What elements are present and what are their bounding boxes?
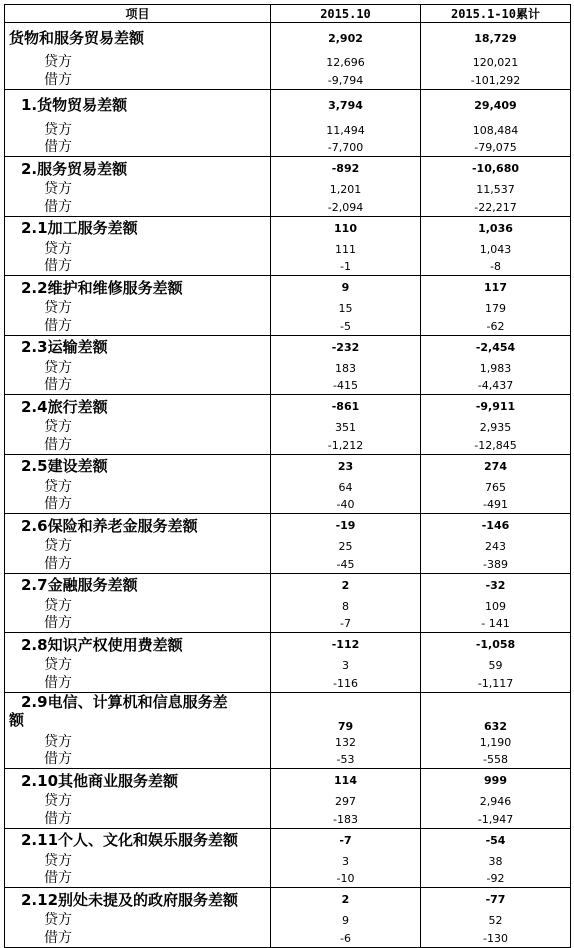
credit-label-text: 贷方 <box>44 733 72 750</box>
credit-label-text: 贷方 <box>44 657 72 673</box>
credit-label <box>5 733 271 751</box>
ytd-credit-value: 11,537 <box>421 181 571 199</box>
group-label <box>5 89 271 121</box>
credit-label <box>5 852 271 870</box>
debit-label-text: 借方 <box>44 615 72 631</box>
month-debit-value: -6 <box>271 930 421 948</box>
group-label <box>5 276 271 300</box>
debit-label <box>5 615 271 633</box>
ytd-credit-value: 120,021 <box>421 54 571 72</box>
credit-row <box>5 538 571 556</box>
credit-label <box>5 359 271 377</box>
ytd-credit-value: 109 <box>421 597 571 615</box>
debit-label <box>5 72 271 90</box>
ytd-credit-value: 38 <box>421 852 571 870</box>
debit-label-text: 借方 <box>44 139 72 155</box>
ytd-debit-value: -92 <box>421 870 571 888</box>
ytd-credit-value: 243 <box>421 538 571 556</box>
group-label-text: 2.服务贸易差额 <box>21 159 128 178</box>
debit-label <box>5 377 271 395</box>
header-month: 2015.10 <box>271 5 421 23</box>
group-label-text: 2.8知识产权使用费差额 <box>21 635 183 654</box>
debit-row <box>5 556 571 574</box>
credit-row <box>5 657 571 675</box>
debit-label-text: 借方 <box>44 751 72 767</box>
group-label <box>5 23 271 54</box>
debit-label <box>5 675 271 693</box>
header-item: 项目 <box>5 5 271 23</box>
group-label <box>5 692 271 733</box>
month-credit-value: 3 <box>271 657 421 675</box>
month-credit-value: 64 <box>271 478 421 496</box>
ytd-debit-value: -389 <box>421 556 571 574</box>
debit-label <box>5 556 271 574</box>
group-balance-row <box>5 157 571 181</box>
credit-label-text: 贷方 <box>44 240 72 257</box>
ytd-balance-value: -1,058 <box>421 633 571 657</box>
debit-label-text: 借方 <box>44 258 72 274</box>
ytd-debit-value: -491 <box>421 496 571 514</box>
ytd-debit-value: -4,437 <box>421 377 571 395</box>
credit-label <box>5 657 271 675</box>
group-label-text: 2.2维护和维修服务差额 <box>21 278 183 297</box>
month-debit-value: -7 <box>271 615 421 633</box>
group-balance-row <box>5 454 571 478</box>
debit-label <box>5 139 271 157</box>
debit-label <box>5 930 271 948</box>
ytd-debit-value: -22,217 <box>421 199 571 217</box>
group-label-text: 2.3运输差额 <box>21 338 108 357</box>
month-debit-value: -7,700 <box>271 139 421 157</box>
month-balance-value: 114 <box>271 769 421 793</box>
debit-row <box>5 377 571 395</box>
debit-row <box>5 258 571 276</box>
debit-label-text: 借方 <box>44 870 72 886</box>
group-label-text: 1.货物贸易差额 <box>21 96 128 115</box>
group-label <box>5 633 271 657</box>
group-balance-row <box>5 573 571 597</box>
ytd-debit-value: -79,075 <box>421 139 571 157</box>
ytd-balance-value: 999 <box>421 769 571 793</box>
ytd-debit-value: -12,845 <box>421 437 571 455</box>
header-row <box>5 5 571 23</box>
group-balance-row <box>5 692 571 733</box>
group-label <box>5 454 271 478</box>
debit-label <box>5 496 271 514</box>
month-balance-value: 79 <box>271 692 421 733</box>
group-balance-row <box>5 633 571 657</box>
month-balance-value: -19 <box>271 514 421 538</box>
credit-row <box>5 54 571 72</box>
credit-label <box>5 54 271 72</box>
group-label <box>5 573 271 597</box>
credit-label <box>5 121 271 139</box>
ytd-credit-value: 1,983 <box>421 359 571 377</box>
debit-label-text: 借方 <box>44 198 72 215</box>
credit-row <box>5 852 571 870</box>
credit-row <box>5 597 571 615</box>
month-credit-value: 132 <box>271 733 421 751</box>
ytd-debit-value: - 141 <box>421 615 571 633</box>
month-credit-value: 297 <box>271 793 421 811</box>
credit-row <box>5 478 571 496</box>
group-label <box>5 514 271 538</box>
group-balance-row <box>5 23 571 54</box>
group-balance-row <box>5 828 571 852</box>
group-label-text: 2.1加工服务差额 <box>21 219 138 238</box>
table-body <box>5 23 571 948</box>
month-debit-value: -1 <box>271 258 421 276</box>
debit-label-text: 借方 <box>44 71 72 88</box>
debit-label <box>5 437 271 455</box>
group-label <box>5 769 271 793</box>
debit-row <box>5 751 571 769</box>
group-label <box>5 888 271 912</box>
debit-label-text: 借方 <box>44 929 72 946</box>
credit-label-text: 贷方 <box>44 478 72 495</box>
ytd-balance-value: 274 <box>421 454 571 478</box>
debit-label <box>5 199 271 217</box>
month-balance-value: 110 <box>271 216 421 240</box>
credit-row <box>5 181 571 199</box>
debit-row <box>5 199 571 217</box>
month-debit-value: -40 <box>271 496 421 514</box>
group-label <box>5 157 271 181</box>
month-balance-value: 3,794 <box>271 89 421 121</box>
ytd-credit-value: 59 <box>421 657 571 675</box>
month-balance-value: 2 <box>271 888 421 912</box>
month-balance-value: 2,902 <box>271 23 421 54</box>
month-balance-value: -112 <box>271 633 421 657</box>
ytd-balance-value: -10,680 <box>421 157 571 181</box>
ytd-balance-value: -146 <box>421 514 571 538</box>
group-label <box>5 828 271 852</box>
credit-row <box>5 300 571 318</box>
credit-row <box>5 419 571 437</box>
credit-label-text: 贷方 <box>44 300 72 316</box>
group-label-text: 2.5建设差额 <box>21 457 108 476</box>
ytd-balance-value: -54 <box>421 828 571 852</box>
debit-row <box>5 437 571 455</box>
debit-label-text: 借方 <box>44 317 72 334</box>
month-balance-value: 2 <box>271 573 421 597</box>
month-balance-value: 9 <box>271 276 421 300</box>
ytd-balance-value: -9,911 <box>421 395 571 419</box>
ytd-credit-value: 765 <box>421 478 571 496</box>
month-credit-value: 15 <box>271 300 421 318</box>
credit-row <box>5 793 571 811</box>
ytd-balance-value: 632 <box>421 692 571 733</box>
credit-row <box>5 359 571 377</box>
debit-row <box>5 811 571 829</box>
credit-label-text: 贷方 <box>44 538 72 554</box>
month-balance-value: 23 <box>271 454 421 478</box>
group-label <box>5 335 271 359</box>
group-balance-row <box>5 769 571 793</box>
ytd-debit-value: -1,947 <box>421 811 571 829</box>
month-credit-value: 12,696 <box>271 54 421 72</box>
credit-label-text: 贷方 <box>44 181 72 197</box>
credit-label <box>5 181 271 199</box>
month-debit-value: -1,212 <box>271 437 421 455</box>
month-balance-value: -7 <box>271 828 421 852</box>
ytd-credit-value: 52 <box>421 912 571 930</box>
month-debit-value: -10 <box>271 870 421 888</box>
ytd-balance-value: 29,409 <box>421 89 571 121</box>
group-label <box>5 216 271 240</box>
debit-row <box>5 72 571 90</box>
credit-label <box>5 912 271 930</box>
month-debit-value: -183 <box>271 811 421 829</box>
credit-label-text: 贷方 <box>44 912 72 928</box>
credit-label <box>5 240 271 258</box>
month-debit-value: -53 <box>271 751 421 769</box>
group-label-text: 2.6保险和养老金服务差额 <box>21 516 198 535</box>
ytd-credit-value: 1,043 <box>421 240 571 258</box>
credit-label-text: 贷方 <box>44 793 72 809</box>
debit-row <box>5 615 571 633</box>
group-label-text: 2.11个人、文化和娱乐服务差额 <box>21 831 239 850</box>
group-balance-row <box>5 89 571 121</box>
ytd-credit-value: 179 <box>421 300 571 318</box>
credit-label <box>5 793 271 811</box>
group-label-text: 2.10其他商业服务差额 <box>21 771 179 790</box>
ytd-debit-value: -8 <box>421 258 571 276</box>
month-debit-value: -5 <box>271 318 421 336</box>
ytd-debit-value: -101,292 <box>421 72 571 90</box>
credit-label-text: 贷方 <box>44 54 72 70</box>
credit-label <box>5 538 271 556</box>
debit-row <box>5 675 571 693</box>
group-label <box>5 395 271 419</box>
ytd-credit-value: 108,484 <box>421 121 571 139</box>
month-balance-value: -232 <box>271 335 421 359</box>
debit-row <box>5 318 571 336</box>
month-credit-value: 1,201 <box>271 181 421 199</box>
month-balance-value: -892 <box>271 157 421 181</box>
ytd-debit-value: -62 <box>421 318 571 336</box>
ytd-credit-value: 1,190 <box>421 733 571 751</box>
month-debit-value: -415 <box>271 377 421 395</box>
debit-label <box>5 870 271 888</box>
debit-label <box>5 318 271 336</box>
month-credit-value: 3 <box>271 852 421 870</box>
debit-row <box>5 870 571 888</box>
credit-row <box>5 240 571 258</box>
ytd-balance-value: -2,454 <box>421 335 571 359</box>
group-label-text: 2.7金融服务差额 <box>21 576 138 595</box>
credit-label-text: 贷方 <box>44 359 72 376</box>
debit-label-text: 借方 <box>44 496 72 512</box>
group-balance-row <box>5 888 571 912</box>
credit-label <box>5 597 271 615</box>
group-label-text-cont: 额 <box>9 710 25 729</box>
debit-label-text: 借方 <box>44 377 72 393</box>
ytd-debit-value: -1,117 <box>421 675 571 693</box>
ytd-balance-value: 117 <box>421 276 571 300</box>
ytd-balance-value: -77 <box>421 888 571 912</box>
debit-label-text: 借方 <box>44 674 72 691</box>
debit-row <box>5 496 571 514</box>
month-credit-value: 8 <box>271 597 421 615</box>
month-credit-value: 9 <box>271 912 421 930</box>
credit-label <box>5 300 271 318</box>
month-credit-value: 351 <box>271 419 421 437</box>
credit-label-text: 贷方 <box>44 121 72 138</box>
header-ytd: 2015.1-10累计 <box>421 5 571 23</box>
month-balance-value: -861 <box>271 395 421 419</box>
group-balance-row <box>5 216 571 240</box>
ytd-balance-value: -32 <box>421 573 571 597</box>
month-debit-value: -2,094 <box>271 199 421 217</box>
debit-row <box>5 139 571 157</box>
credit-row <box>5 733 571 751</box>
group-label-text: 2.9电信、计算机和信息服务差 <box>21 692 228 711</box>
debit-row <box>5 930 571 948</box>
month-credit-value: 11,494 <box>271 121 421 139</box>
credit-row <box>5 912 571 930</box>
trade-balance-table <box>4 4 571 948</box>
credit-label <box>5 419 271 437</box>
credit-label-text: 贷方 <box>44 597 72 614</box>
ytd-credit-value: 2,946 <box>421 793 571 811</box>
ytd-debit-value: -130 <box>421 930 571 948</box>
month-credit-value: 111 <box>271 240 421 258</box>
debit-label-text: 借方 <box>44 436 72 453</box>
debit-label-text: 借方 <box>44 555 72 572</box>
credit-label-text: 贷方 <box>44 419 72 435</box>
month-debit-value: -45 <box>271 556 421 574</box>
debit-label-text: 借方 <box>44 810 72 827</box>
month-credit-value: 25 <box>271 538 421 556</box>
group-balance-row <box>5 514 571 538</box>
credit-row <box>5 121 571 139</box>
group-label-text: 2.12别处未提及的政府服务差额 <box>21 890 239 909</box>
credit-label <box>5 478 271 496</box>
group-balance-row <box>5 276 571 300</box>
debit-label <box>5 751 271 769</box>
month-debit-value: -9,794 <box>271 72 421 90</box>
ytd-debit-value: -558 <box>421 751 571 769</box>
group-balance-row <box>5 335 571 359</box>
ytd-balance-value: 18,729 <box>421 23 571 54</box>
group-label-text: 货物和服务贸易差额 <box>9 29 145 48</box>
group-label-text: 2.4旅行差额 <box>21 397 108 416</box>
ytd-credit-value: 2,935 <box>421 419 571 437</box>
credit-label-text: 贷方 <box>44 852 72 869</box>
debit-label <box>5 811 271 829</box>
debit-label <box>5 258 271 276</box>
group-balance-row <box>5 395 571 419</box>
ytd-balance-value: 1,036 <box>421 216 571 240</box>
month-credit-value: 183 <box>271 359 421 377</box>
month-debit-value: -116 <box>271 675 421 693</box>
